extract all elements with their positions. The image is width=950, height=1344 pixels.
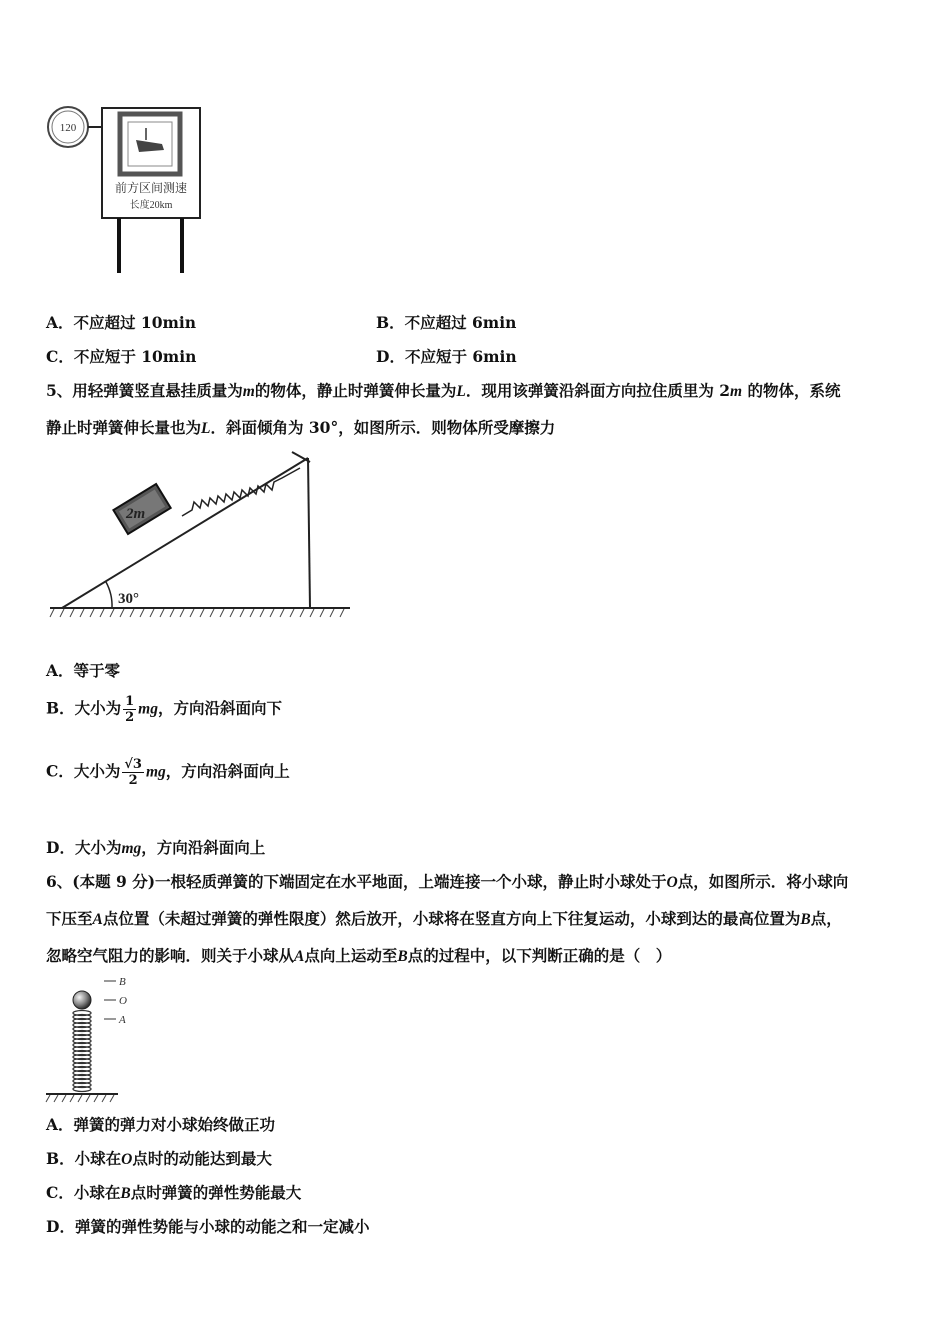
angle-label: 30°: [118, 591, 139, 607]
speed-sign-figure: [44, 100, 214, 280]
incline-spring: [182, 468, 300, 516]
ground-hatching: [50, 609, 344, 617]
q5-option-c: C．大小为 $\frac{√3}{2}$ mg，方向沿斜面向上: [46, 757, 290, 788]
q4-option-b: B．不应超过 6min: [376, 313, 517, 332]
mass-label: 2m: [126, 506, 146, 522]
position-label-b: B: [119, 976, 126, 988]
q6-option-b: B．小球在O点时的动能达到最大: [46, 1149, 272, 1168]
spring-ball-figure: [44, 972, 174, 1104]
incline-wall: [308, 458, 310, 608]
q6-stem-line3: 忽略空气阻力的影响．则关于小球从A点向上运动至B点的过程中，以下判断正确的是（ ）: [46, 946, 672, 965]
q6-stem-line2: 下压至A点位置（未超过弹簧的弹性限度）然后放开，小球将在竖直方向上下往复运动，小球到达的最高位置为B点，: [46, 909, 842, 928]
q6-option-d: D．弹簧的弹性势能与小球的动能之和一定减小: [46, 1217, 370, 1236]
sign-line2: 长度20km: [129, 200, 173, 211]
fraction-root3-half: $\frac{√3}{2}$: [124, 757, 142, 788]
q5-option-a: A．等于零: [46, 661, 121, 680]
q6-stem-line1: 6、(本题 9 分)一根轻质弹簧的下端固定在水平地面，上端连接一个小球，静止时小球处于O点，如图所示．将小球向: [46, 872, 849, 891]
angle-arc: [106, 582, 112, 608]
q4-option-d: D．不应短于 6min: [376, 347, 517, 366]
q5-stem-line2: 静止时弹簧伸长量也为L．斜面倾角为 30°，如图所示．则物体所受摩擦力: [46, 418, 556, 437]
fraction-one-half: $\frac{1}{2}$: [125, 694, 135, 725]
q5-option-d: D．大小为mg，方向沿斜面向上: [46, 838, 266, 857]
sign-line1: 前方区间测速: [114, 181, 188, 195]
q4-option-c: C．不应短于 10min: [46, 347, 197, 366]
q4-option-a: A．不应超过 10min: [46, 313, 197, 332]
incline-figure: [46, 446, 356, 626]
q5-option-b: B．大小为 $\frac{1}{2}$ mg，方向沿斜面向下: [46, 694, 282, 725]
vertical-spring: [73, 1011, 91, 1092]
position-label-o: O: [119, 995, 127, 1007]
q6-option-a: A．弹簧的弹力对小球始终做正功: [46, 1115, 276, 1134]
ball: [73, 991, 91, 1009]
incline-slope: [62, 458, 308, 608]
q6-option-c: C．小球在B点时弹簧的弹性势能最大: [46, 1183, 302, 1202]
q5-stem-line1: 5、用轻弹簧竖直悬挂质量为m的物体，静止时弹簧伸长量为L．现用该弹簧沿斜面方向拉住质里为 2m 的物体，系统: [46, 381, 841, 400]
position-label-a: A: [119, 1014, 126, 1026]
speed-limit-text: 120: [59, 122, 77, 134]
